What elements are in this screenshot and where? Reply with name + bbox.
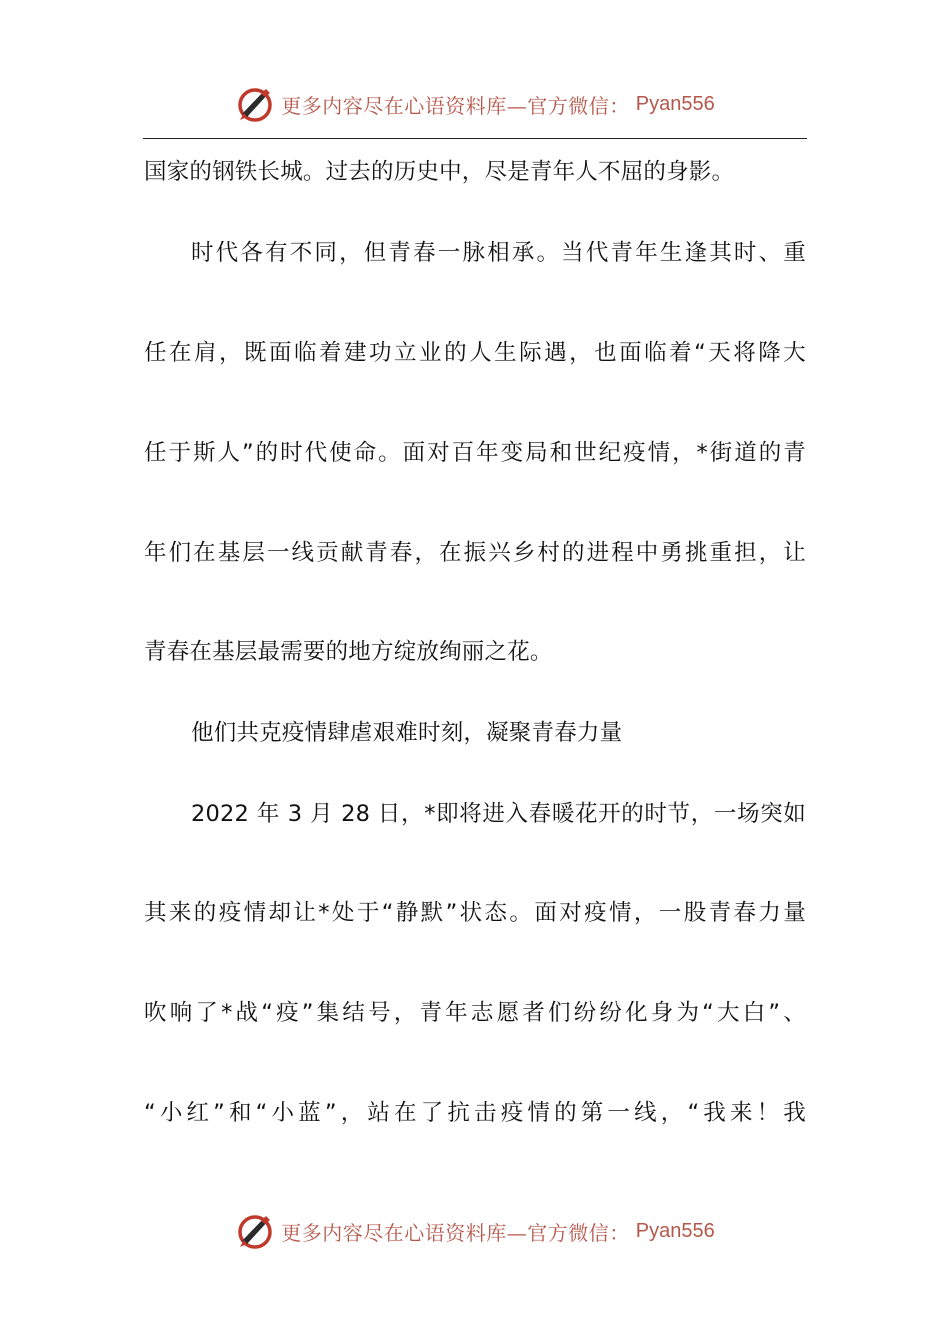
body-line: 青春在基层最需要的地方绽放绚丽之花。 <box>144 639 553 665</box>
body-line: 2022 年 3 月 28 日，*即将进入春暖花开的时节，一场突如 <box>191 801 806 827</box>
header-banner <box>0 80 950 128</box>
footer-banner-text: 更多内容尽在心语资料库—官方微信： <box>281 1220 630 1245</box>
body-line: 任在肩，既面临着建功立业的人生际遇，也面临着“天将降大 <box>144 340 806 366</box>
body-line: 其来的疫情却让*处于“静默”状态。面对疫情，一股青春力量 <box>144 900 806 926</box>
header-divider <box>143 138 807 139</box>
pen-logo-icon <box>235 84 275 124</box>
body-line: 国家的钢铁长城。过去的历史中，尽是青年人不屈的身影。 <box>144 159 735 185</box>
footer-banner <box>0 1207 950 1255</box>
body-line: 年们在基层一线贡献青春，在振兴乡村的进程中勇挑重担，让 <box>144 540 806 566</box>
footer-banner-wechat-id: Pyan556 <box>635 1219 715 1242</box>
body-line: 时代各有不同，但青春一脉相承。当代青年生逢其时、重 <box>191 240 806 266</box>
section-heading: 他们共克疫情肆虐艰难时刻，凝聚青春力量 <box>191 720 623 746</box>
pen-logo-icon <box>235 1211 275 1251</box>
body-line: “小红”和“小蓝”，站在了抗击疫情的第一线，“我来！我 <box>144 1100 806 1126</box>
header-banner-text: 更多内容尽在心语资料库—官方微信： <box>281 93 630 118</box>
body-line: 吹响了*战“疫”集结号，青年志愿者们纷纷化身为“大白”、 <box>144 1000 806 1026</box>
body-line: 任于斯人”的时代使命。面对百年变局和世纪疫情，*街道的青 <box>144 440 806 466</box>
header-banner-wechat-id: Pyan556 <box>635 92 715 115</box>
